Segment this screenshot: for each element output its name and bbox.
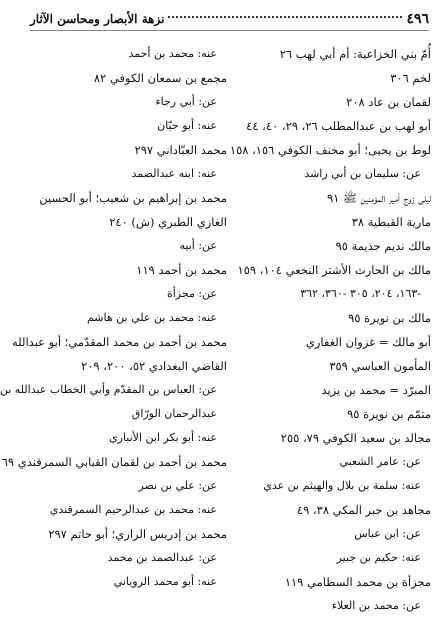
index-subentry: عن: محمد بن العلاء	[331, 599, 421, 612]
index-subentry: عنه: محمد بن عبدالرحيم السمرقندي	[49, 503, 217, 516]
index-entry: مجزأة بن محمد السطامي ١١٩	[284, 575, 431, 589]
index-entry: القاضي البغدادي ٥٢، ٢٠٠، ٢٠٩	[81, 359, 227, 373]
index-subentry: عنه: أبو بكر ابن الأنباري	[109, 431, 217, 444]
index-subentry: عنه: أبو محمد الروياني	[113, 575, 217, 588]
index-subentry: عن: مجزأة	[166, 287, 217, 300]
index-entry: محمد بن أحمد بن لقمان القبابي السمرقندي ٦٩	[1, 455, 227, 469]
index-entry: محمد بن أحمد بن محمد المقدّمي؛ أبو عبدالله	[11, 335, 227, 349]
index-subentry: عنه: ابنه عبدالصمد	[131, 167, 217, 180]
index-entry: مالك بن نويرة ٩٥	[348, 311, 431, 325]
index-column-right	[229, 42, 431, 618]
index-subentry: عن: ابن عباس	[354, 527, 421, 540]
page-number: ٤٩٦	[406, 11, 429, 27]
index-entry: أبو مالك = غزوان الغفاري	[305, 335, 431, 349]
index-subentry: عنه: سلمة بن بلال والهيثم بن عدي	[263, 479, 421, 492]
index-subentry: عن: علي بن نصر	[138, 479, 217, 492]
index-subentry: عن: عامر الشعبي	[339, 455, 421, 468]
index-subentry: عنه: أبو حيّان	[157, 119, 217, 132]
index-entry: أبو لهب بن عبدالمطلب ٢٦، ٢٩، ٤٠، ٤٤	[246, 119, 431, 133]
index-entry: المأمون العباسي ٣٥٩	[329, 359, 431, 373]
index-entry: متمّم بن نويرة ٩٥	[347, 407, 431, 421]
index-subentry: عنه: محمد بن أحمد	[128, 47, 217, 60]
index-subentry: عبدالرحمان الورّاق	[131, 407, 217, 420]
index-entry: المبرّد = محمد بن يزيد	[321, 383, 431, 397]
running-title: نزهة الأبصار ومحاسن الآثار	[30, 12, 165, 26]
index-entry: لقمان بن عاد ٢٠٨	[346, 95, 431, 109]
index-entry: محمد بن إبراهيم بن شعيب؛ أبو الحسين	[39, 191, 227, 205]
index-subentry: عنه: حكيم بن جبير	[336, 551, 421, 564]
index-subentry: عن: العباس بن المقدّم وأبي الخطاب عبدالله بن	[0, 383, 217, 396]
index-entry: مجاهد بن جبر المكي ٣٨، ٤٩	[296, 503, 431, 517]
index-subentry: عنه: محمد بن علي بن هاشم	[86, 311, 217, 324]
index-entry: الغازي الطبري (ش) ٢٤٠	[109, 215, 227, 229]
index-subentry: -١٦٣، ٢٠٤، ٣٠٥ -٣٦٠، ٣٦٢	[300, 287, 421, 300]
index-entry: لوط بن يحيى؛ أبو مخنف الكوفي ١٥٦، ١٥٨	[229, 143, 431, 157]
index-subentry: عن: أبي رجاء	[155, 95, 217, 108]
index-entry: مارية القبطية ٣٨	[351, 215, 431, 229]
index-subentry: عن: سليمان بن أبي راشد	[304, 167, 421, 180]
index-column-left	[0, 42, 227, 594]
index-entry: ليلى زوج أمير المؤمنين ﷺ ٩١	[327, 191, 431, 205]
index-subentry: عن: أبيه	[179, 239, 217, 252]
index-entry: مجالد بن سعيد الكوفي ٧٩، ٢٥٥	[280, 431, 431, 445]
index-entry: مالك نديم جذيمة ٩٥	[335, 239, 431, 253]
index-entry: محمد بن أحمد ١١٩	[136, 263, 227, 277]
index-entry: مالك بن الحارث الأشتر النخعي ١٠٤، ١٥٩	[237, 263, 431, 277]
index-entry: لخم ٣٠٦	[390, 71, 431, 85]
header-leader-dots	[168, 16, 402, 18]
page-header	[30, 8, 429, 31]
index-entry: محمد العبّاداني ٢٩٧	[134, 143, 227, 157]
index-entry: مجمع بن سمعان الكوفي ٨٢	[93, 71, 227, 85]
index-entry: محمد بن إدريس الرازي؛ أبو حاتم ٢٩٧	[48, 527, 227, 541]
index-subentry: عن: عبدالصمد بن محمد	[107, 551, 217, 564]
index-entry: أُمّ بني الخزاعية: أم أبي لهب ٢٦	[279, 47, 431, 61]
